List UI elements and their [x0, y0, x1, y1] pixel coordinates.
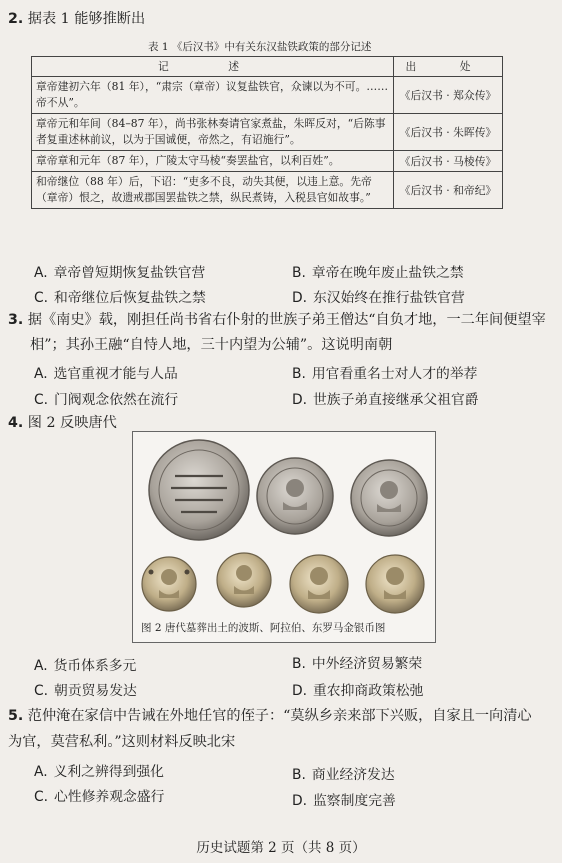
- option-letter: C.: [34, 392, 49, 408]
- q5-number: 5.: [8, 708, 24, 724]
- table-title: 表 1 《后汉书》中有关东汉盐铁政策的部分记述: [148, 41, 372, 53]
- option-letter: B.: [292, 656, 306, 672]
- q4-stem: [8, 414, 117, 432]
- coin-byzantine-gold-2: [217, 553, 271, 607]
- q3-option-b[interactable]: [292, 362, 477, 382]
- source-cell: 《后汉书 · 马棱传》: [394, 151, 503, 172]
- option-letter: C.: [34, 683, 49, 699]
- coin-byzantine-gold: [142, 557, 196, 611]
- q4-option-c[interactable]: [34, 679, 137, 699]
- coin-figure: [132, 431, 436, 643]
- q5-option-b[interactable]: [292, 763, 395, 783]
- option-text: 货币体系多元: [53, 658, 137, 674]
- table-row: [32, 114, 503, 151]
- page-footer: 历史试题第 2 页（共 8 页）: [196, 840, 366, 856]
- q5-option-d[interactable]: [292, 789, 396, 809]
- q5-option-a[interactable]: [34, 760, 164, 780]
- q2-number: 2.: [8, 11, 24, 27]
- table-header-row: [32, 57, 503, 77]
- q3-stem-line1: 据《南史》载，刚担任尚书省右仆射的世族子弟王僧达“自负才地，一二年间便望宰: [27, 312, 546, 328]
- q2-stem-text: 据表 1 能够推断出: [27, 11, 146, 27]
- q2-option-d[interactable]: [292, 286, 465, 306]
- option-text: 监察制度完善: [313, 793, 396, 809]
- coin-byzantine-gold-3: [290, 555, 348, 613]
- coin-persian-silver-2: [351, 460, 427, 536]
- q3-number: 3.: [8, 312, 24, 328]
- source-cell: 《后汉书 · 郑众传》: [394, 77, 503, 114]
- q3-stem: [8, 311, 546, 329]
- option-text: 重农抑商政策松弛: [313, 683, 424, 699]
- header-record: 记 述: [32, 57, 394, 77]
- option-letter: B.: [292, 366, 306, 382]
- q4-option-d[interactable]: [292, 679, 423, 699]
- q3-option-a[interactable]: [34, 362, 178, 382]
- option-letter: D.: [292, 793, 308, 809]
- option-text: 章帝曾短期恢复盐铁官营: [53, 265, 206, 281]
- q2-stem: [8, 10, 145, 28]
- q3-option-d[interactable]: [292, 388, 479, 408]
- option-text: 和帝继位后恢复盐铁之禁: [54, 290, 206, 306]
- q5-stem: [8, 707, 532, 725]
- source-cell: 《后汉书 · 朱晖传》: [394, 114, 503, 151]
- table-row: [32, 151, 503, 172]
- option-letter: D.: [292, 392, 308, 408]
- option-letter: C.: [34, 290, 49, 306]
- q4-option-b[interactable]: [292, 652, 422, 672]
- coin-arabic-silver: [149, 440, 249, 540]
- q5-stem-line1: 范仲淹在家信中告诫在外地任官的侄子：“莫纵乡亲来部下兴贩，自家且一向清心: [27, 708, 532, 724]
- option-letter: A.: [34, 764, 48, 780]
- q4-stem-text: 图 2 反映唐代: [27, 415, 117, 431]
- option-letter: D.: [292, 683, 308, 699]
- header-source: 出 处: [394, 57, 503, 77]
- option-text: 义利之辨得到强化: [53, 764, 164, 780]
- coin-persian-silver: [257, 458, 333, 534]
- option-letter: A.: [34, 658, 48, 674]
- option-text: 心性修养观念盛行: [54, 789, 165, 805]
- option-letter: C.: [34, 789, 49, 805]
- q2-option-c[interactable]: [34, 286, 206, 306]
- q3-option-c[interactable]: [34, 388, 178, 408]
- option-letter: A.: [34, 366, 48, 382]
- record-cell: 章帝元和年间（84–87 年），尚书张林奏请官家煮盐，朱晖反对，“后陈事者复重述林前议，以为于国诚便，帝然之，有诏施行”。: [32, 114, 394, 151]
- figure-caption: 图 2 唐代墓葬出土的波斯、阿拉伯、东罗马金银币图: [141, 622, 386, 634]
- source-cell: 《后汉书 · 和帝纪》: [394, 172, 503, 209]
- option-letter: B.: [292, 767, 306, 783]
- option-text: 门阀观念依然在流行: [54, 392, 179, 408]
- q2-option-a[interactable]: [34, 261, 205, 281]
- record-cell: 章帝建初六年（81 年），“肃宗（章帝）议复盐铁官，众谏以为不可。……帝不从”。: [32, 77, 394, 114]
- coin-byzantine-gold-4: [366, 555, 424, 613]
- q5-option-c[interactable]: [34, 785, 164, 805]
- option-letter: D.: [292, 290, 308, 306]
- option-text: 用官看重名士对人才的举荐: [311, 366, 478, 382]
- q4-option-a[interactable]: [34, 654, 136, 674]
- q4-number: 4.: [8, 415, 24, 431]
- record-cell: 章帝章和元年（87 年），广陵太守马棱“奏罢盐官，以利百姓”。: [32, 151, 394, 172]
- table-row: [32, 172, 503, 209]
- q5-stem-line2: 为官，莫营私利。”这则材料反映北宋: [8, 734, 236, 750]
- option-text: 朝贡贸易发达: [54, 683, 137, 699]
- q3-stem-line2: 相”；其孙王融“自恃人地，三十内望为公辅”。这说明南朝: [30, 337, 393, 353]
- record-cell: 和帝继位（88 年）后，下诏：“吏多不良，动失其便，以违上意。先帝（章帝）恨之，故遗戒郡国罢盐铁之禁，纵民煮铸，入税县官如故事。”: [32, 172, 394, 209]
- option-text: 选官重视才能与人品: [53, 366, 178, 382]
- option-text: 章帝在晚年废止盐铁之禁: [311, 265, 464, 281]
- option-text: 东汉始终在推行盐铁官营: [313, 290, 465, 306]
- q2-option-b[interactable]: [292, 261, 464, 281]
- option-letter: B.: [292, 265, 306, 281]
- policy-table: [31, 56, 503, 209]
- option-text: 世族子弟直接继承父祖官爵: [313, 392, 479, 408]
- table-row: [32, 77, 503, 114]
- option-text: 中外经济贸易繁荣: [311, 656, 423, 672]
- option-letter: A.: [34, 265, 48, 281]
- coins-illustration: [133, 432, 435, 642]
- option-text: 商业经济发达: [311, 767, 395, 783]
